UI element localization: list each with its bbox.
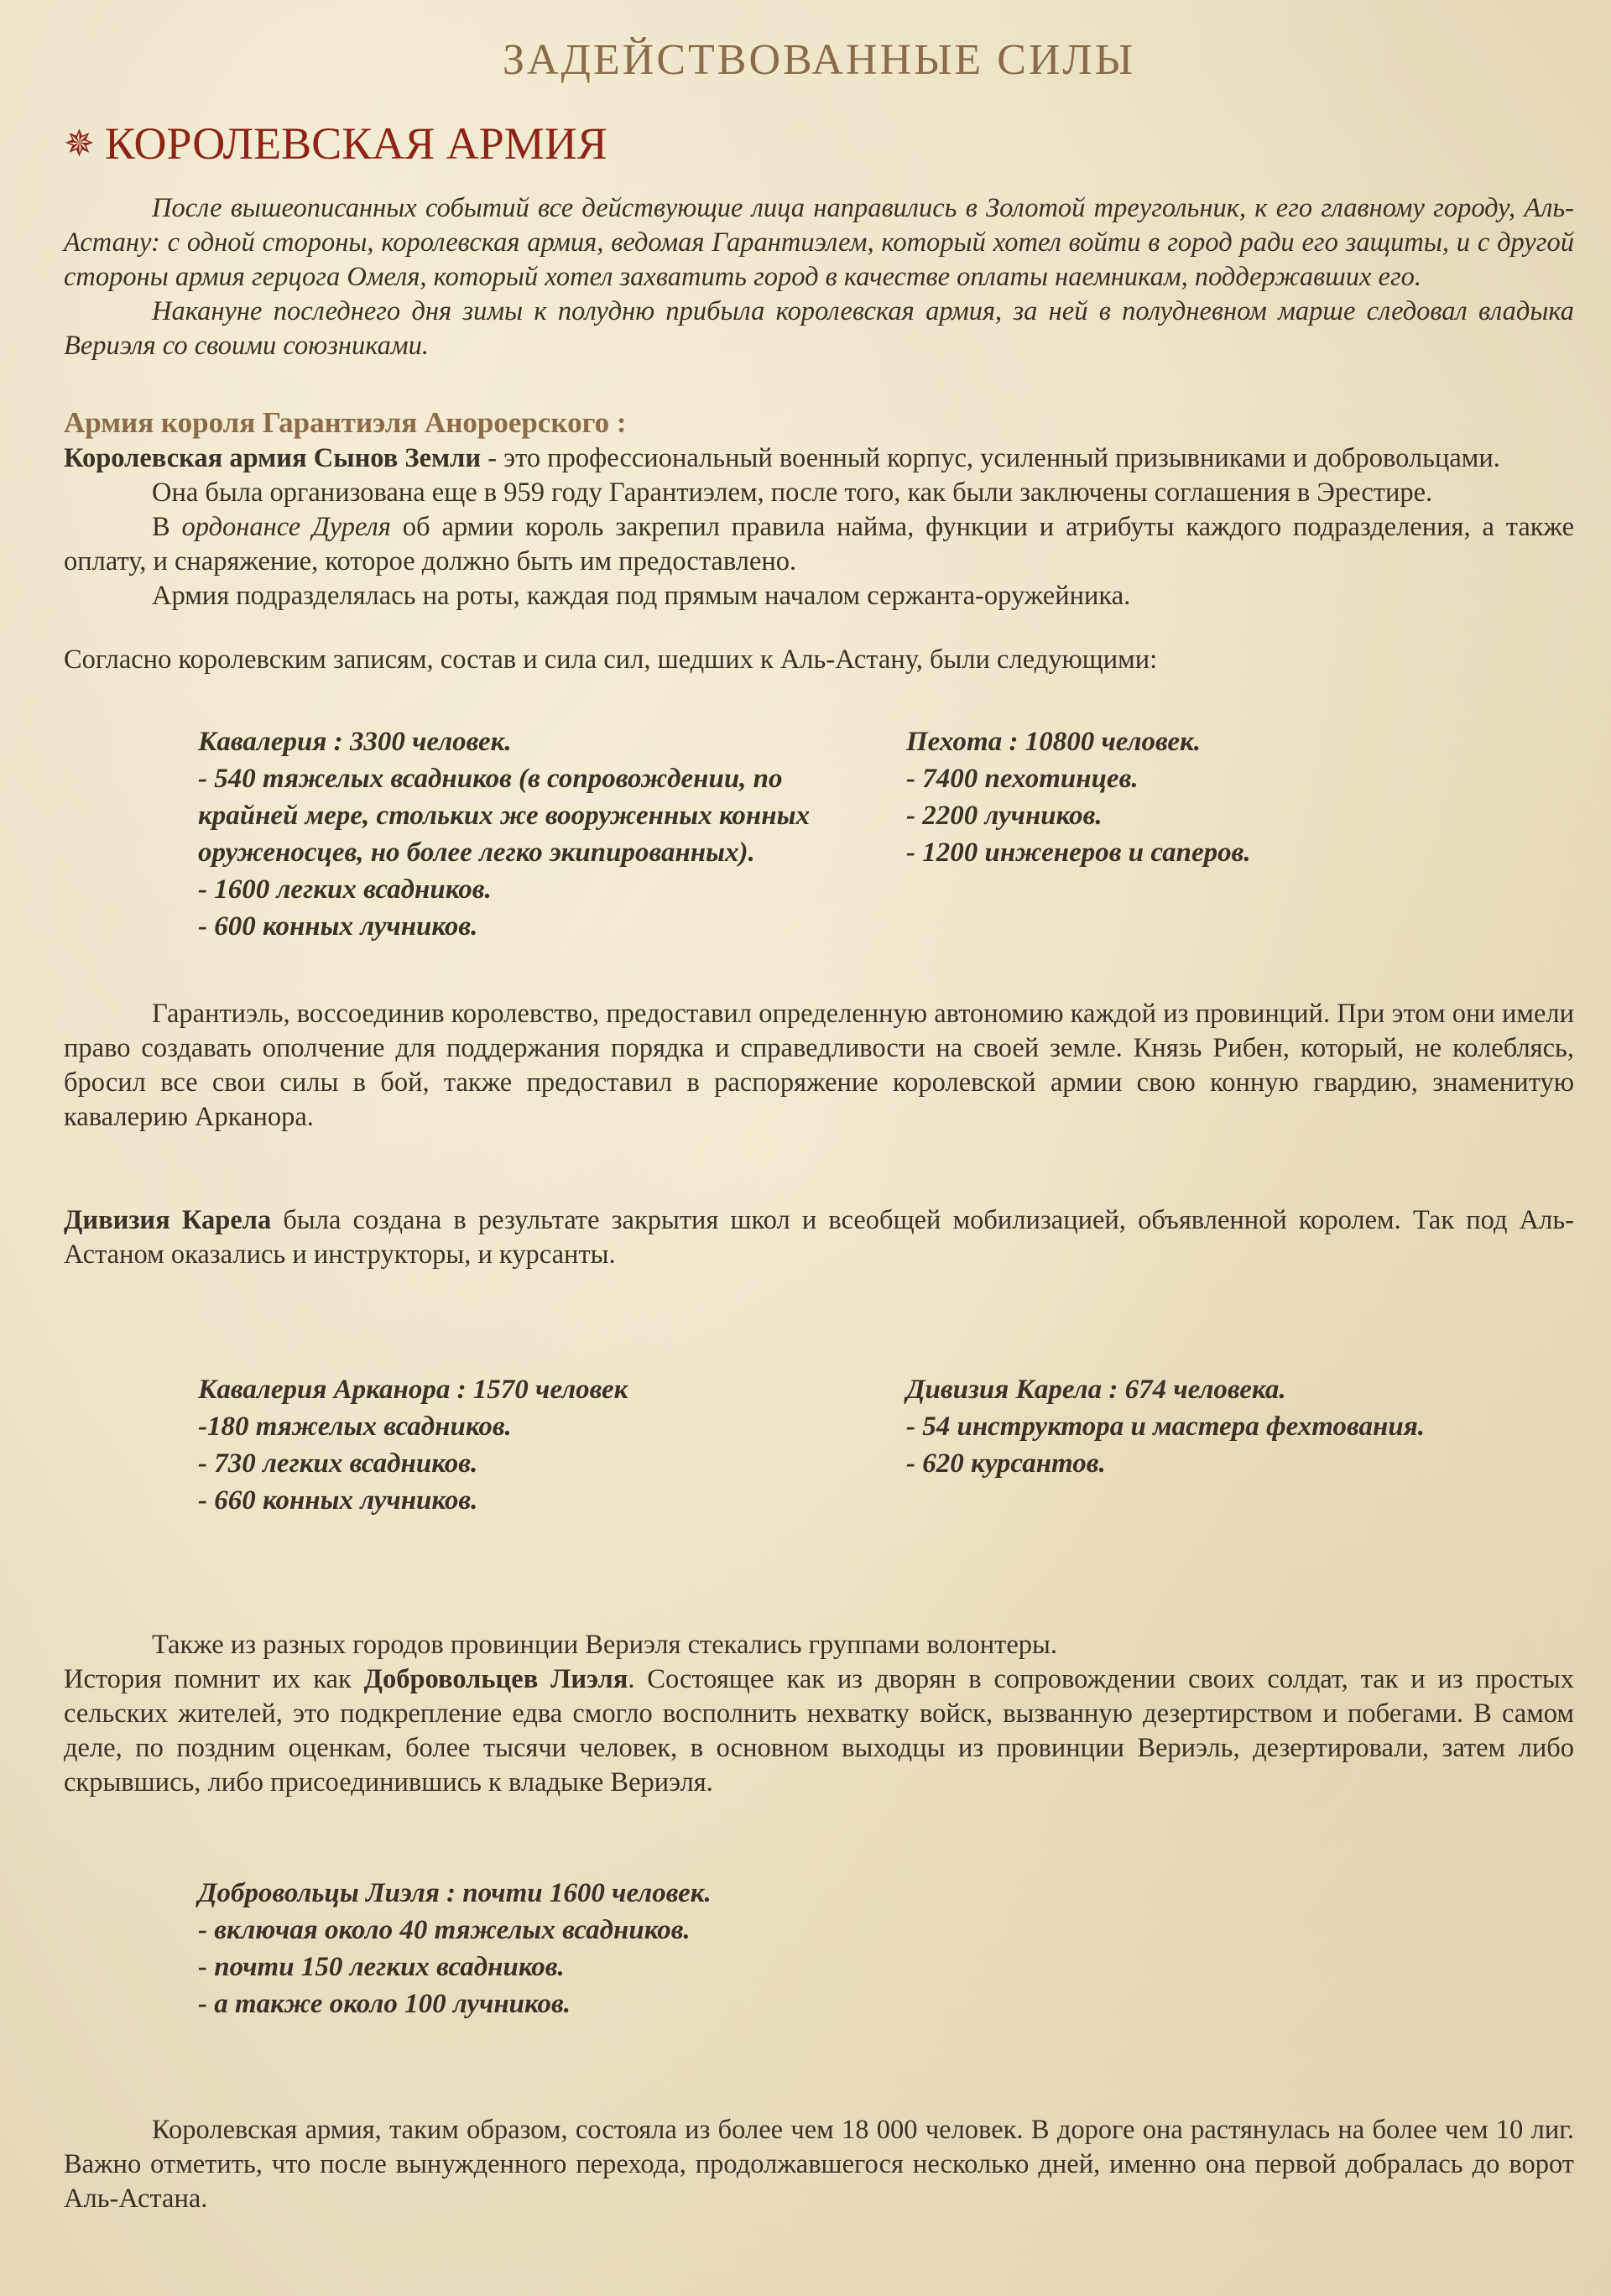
army-paragraph-5: Согласно королевским записям, состав и сила сил, шедших к Аль-Астану, были следующими: (64, 644, 1158, 675)
army-text (64, 441, 1574, 613)
arkanor-line-2: - 730 легких всадников. (198, 1448, 478, 1479)
army-subheading: Армия короля Гарантиэля Анороерского : (64, 406, 627, 439)
infantry-list (906, 723, 1544, 871)
karel-line-1: - 54 инструктора и мастера фехтования. (906, 1412, 1425, 1442)
volunteers-p2-b: . Состоящее как из дворян в сопровождении своих солдат, так и из простых сельских жителей, это подкрепление едва смогло восполнить нехватку войск, вызванную дезертирством и побегами. В самом деле, по поздним оценкам, более тысячи человек, в основном выходцы из провинции Вериэль, дезертировали, затем либо скрывшись, либо присоединившись к владыке Вериэля. (64, 1664, 1575, 1798)
autonomy-paragraph: Гарантиэль, воссоединив королевство, предоставил определенную автономию каждой из провинций. При этом они имели право создавать ополчение для поддержания порядка и справедливости на своей земле. Князь Рибен, который, не колеблясь, бросил все свои силы в бой, также предоставил в распоряжение королевской армии свою конную гвардию, знаменитую кавалерию Арканора. (64, 999, 1574, 1132)
volunteers-paragraph-1: Также из разных городов провинции Вериэля стекались группами волонтеры. (152, 1630, 1058, 1660)
karel-rest: была создана в результате закрытия школ и всеобщей мобилизацией, объявленной королем. Так под Аль-Астаном оказались и инструкторы, и курсанты. (64, 1205, 1574, 1270)
section-heading-text: КОРОЛЕВСКАЯ АРМИЯ (104, 118, 607, 169)
infantry-line-1: - 7400 пехотинцев. (906, 764, 1139, 794)
cavalry-line-1: - 540 тяжелых всадников (в сопровождении, по (198, 764, 783, 794)
army-lead-rest: - это профессиональный военный корпус, усиленный призывниками и добровольцами. (481, 443, 1500, 473)
cavalry-line-5: - 600 конных лучников. (198, 911, 478, 942)
volunteers-line-1: - включая около 40 тяжелых всадников. (198, 1915, 691, 1945)
karel-text (64, 1203, 1574, 1272)
intro-text (64, 191, 1574, 363)
volunteers-list (198, 1875, 1205, 2022)
intro-paragraph-1: После вышеописанных событий все действующие лица направились в Золотой треугольник, к его главному городу, Аль-Астану: с одной стороны, королевская армия, ведомая Гарантиэлем, который хотел войти в город ради его защиты, и с другой стороны армия герцога Омеля, который хотел захватить город в качестве оплаты наемникам, поддержавших его. (64, 193, 1574, 292)
cavalry-line-2: крайней мере, стольких же вооруженных конных (198, 801, 810, 831)
arkanor-list (198, 1371, 903, 1519)
arkanor-head: Кавалерия Арканора : 1570 человек (198, 1375, 628, 1405)
section-heading (64, 117, 607, 170)
karel-division-name: Дивизия Карела (64, 1205, 272, 1235)
page-title: ЗАДЕЙСТВОВАННЫЕ СИЛЫ (502, 36, 1136, 84)
army-paragraph-1 (64, 441, 1574, 476)
volunteers-paragraph-2 (64, 1662, 1574, 1800)
army-p3-b: об армии король закрепил правила найма, функции и атрибуты каждого подразделения, а также оплату, и снаряжение, которое должно быть им предоставлено. (64, 512, 1575, 577)
volunteers-name: Добровольцев Лиэля (363, 1664, 628, 1694)
volunteers-line-2: - почти 150 легких всадников. (198, 1952, 565, 1982)
army-records-text (64, 643, 1574, 677)
volunteers-head: Добровольцы Лиэля : почти 1600 человек. (198, 1878, 712, 1908)
cavalry-head: Кавалерия : 3300 человек. (198, 727, 512, 757)
conclusion-text (64, 2113, 1574, 2216)
arkanor-line-1: -180 тяжелых всадников. (198, 1412, 512, 1442)
volunteers-line-3: - а также около 100 лучников. (198, 1989, 571, 2019)
ordonnance-name: ордонансе Дуреля (181, 512, 391, 542)
infantry-line-2: - 2200 лучников. (906, 801, 1103, 831)
volunteers-text (64, 1628, 1574, 1800)
conclusion-paragraph: Королевская армия, таким образом, состояла из более чем 18 000 человек. В дороге она растянулась на более чем 10 лиг. Важно отметить, что после вынужденного перехода, продолжавшегося несколько дней, именно она первой добралась до ворот Аль-Астана. (64, 2115, 1574, 2214)
army-paragraph-3 (64, 510, 1574, 579)
karel-paragraph (64, 1203, 1574, 1272)
army-name: Королевская армия Сынов Земли (64, 443, 482, 473)
army-p3-a: В (152, 512, 182, 542)
army-paragraph-2: Она была организована еще в 959 году Гарантиэлем, после того, как были заключены соглашения в Эрестире. (152, 477, 1433, 508)
infantry-line-3: - 1200 инженеров и саперов. (906, 838, 1251, 868)
cavalry-line-3: оруженосцев, но более легко экипированных). (198, 838, 755, 868)
intro-paragraph-2: Накануне последнего дня зимы к полудню прибыла королевская армия, за ней в полудневном марше следовал владыка Вериэля со своими союзниками. (64, 296, 1574, 361)
army-paragraph-4: Армия подразделялась на роты, каждая под прямым началом сержанта-оружейника. (152, 581, 1131, 611)
volunteers-p2-a: История помнит их как (64, 1664, 364, 1694)
karel-list (906, 1371, 1561, 1482)
infantry-head: Пехота : 10800 человек. (906, 727, 1202, 757)
sun-star-icon: ✵ (64, 123, 95, 164)
cavalry-line-4: - 1600 легких всадников. (198, 874, 492, 905)
autonomy-text (64, 997, 1574, 1135)
karel-head: Дивизия Карела : 674 человека. (906, 1375, 1286, 1405)
karel-line-2: - 620 курсантов. (906, 1448, 1106, 1479)
cavalry-list (198, 723, 936, 945)
arkanor-line-3: - 660 конных лучников. (198, 1485, 478, 1516)
